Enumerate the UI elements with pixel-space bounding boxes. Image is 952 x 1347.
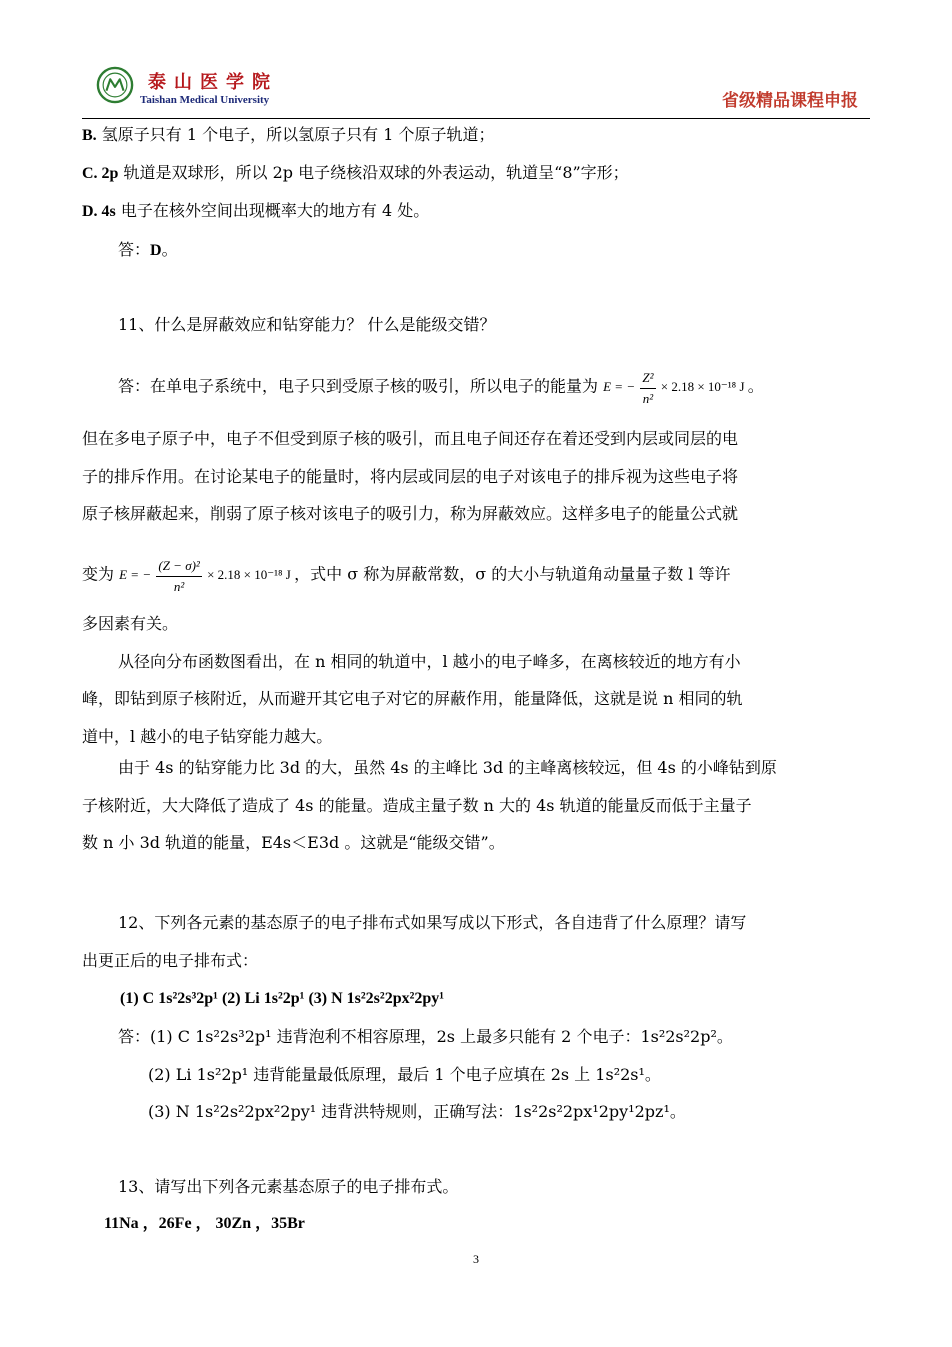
answer-12-line-3: (3) N 1s²2s²2px²2py¹ 违背洪特规则，正确写法：1s²2s²2px¹2py¹2pz¹。: [148, 1102, 686, 1121]
answer-12-line-1: 答：(1) C 1s²2s³2p¹ 违背泡利不相容原理，2s 上最多只能有 2 个电子：1s²2s²2p²。: [118, 1027, 733, 1046]
energy-formula-single: E = − $\frac{\text{Z²}}{\text{n²}}$ × 2.18 × 10⁻¹⁸ J: [603, 370, 745, 406]
answer-11-line-8: 峰，即钻到原子核附近，从而避开其它电子对它的屏蔽作用，能量降低，这就是说 n 相同的轨: [82, 689, 743, 708]
answer-11-line-4: 原子核屏蔽起来，削弱了原子核对该电子的吸引力，称为屏蔽效应。这样多电子的能量公式就: [82, 504, 739, 523]
course-title: 省级精品课程申报: [722, 91, 858, 111]
question-13: 13、请写出下列各元素基态原子的电子排布式。: [118, 1177, 459, 1196]
school-emblem-icon: [96, 66, 134, 104]
page-header: [82, 60, 870, 119]
answer-11-line-3: 子的排斥作用。在讨论某电子的能量时，将内层或同层的电子对该电子的排斥视为这些电子将: [82, 467, 739, 486]
answer-11-line-10: 由于 4s 的钻穿能力比 3d 的大，虽然 4s 的主峰比 3d 的主峰离核较远，但 4s 的小峰钻到原: [118, 758, 777, 777]
school-logo: [96, 66, 286, 112]
question-12-line-2: 出更正后的电子排布式：: [82, 951, 259, 970]
option-d: D. 4s 电子在核外空间出现概率大的地方有 4 处。: [82, 201, 430, 220]
answer-12-line-2: (2) Li 1s²2p¹ 违背能量最低原理，最后 1 个电子应填在 2s 上 1s²2s¹。: [148, 1065, 661, 1084]
answer-11-line-12: 数 n 小 3d 轨道的能量，E4s＜E3d 。这就是“能级交错”。: [82, 833, 505, 852]
answer-10: 答：D。: [118, 240, 178, 259]
answer-11-line-11: 子核附近，大大降低了造成了 4s 的能量。造成主量子数 n 大的 4s 轨道的能量反而低于主量子: [82, 796, 752, 815]
page-number: 3: [473, 1252, 479, 1266]
school-name-en: Taishan Medical University: [140, 94, 270, 106]
option-b: B. 氢原子只有 1 个电子，所以氢原子只有 1 个原子轨道；: [82, 125, 495, 144]
answer-11-line-2: 但在多电子原子中，电子不但受到原子核的吸引，而且电子间还存在着还受到内层或同层的电: [82, 429, 739, 448]
school-name-cn: 泰山医学院: [148, 72, 278, 93]
answer-11-line-7: 从径向分布函数图看出，在 n 相同的轨道中，l 越小的电子峰多，在离核较近的地方有小: [118, 652, 741, 671]
question-12-line-1: 12、下列各元素的基态原子的电子排布式如果写成以下形式，各自违背了什么原理？请写: [118, 913, 747, 932]
option-c: C. 2p 轨道是双球形，所以 2p 电子绕核沿双球的外表运动，轨道呈“8”字形；: [82, 163, 629, 182]
answer-11-line-5: 变为 E = − $\frac{\text{(Z − σ)²}}{\text{n²}}$ × 2.18 × 10⁻¹⁸ J ，式中 σ 称为屏蔽常数，σ 的大小与轨道角动量量子数 l 等许: [82, 558, 731, 594]
question-12-items: (1) C 1s²2s³2p¹ (2) Li 1s²2p¹ (3) N 1s²2s²2px²2py¹: [120, 990, 445, 1007]
answer-11-line-6: 多因素有关。: [82, 614, 179, 633]
energy-formula-multi: E = − $\frac{\text{(Z − σ)²}}{\text{n²}}$ × 2.18 × 10⁻¹⁸ J: [119, 558, 291, 594]
question-13-items: 11Na ，26Fe ， 30Zn ，35Br: [104, 1215, 305, 1232]
answer-11-line-9: 道中，l 越小的电子钻穿能力越大。: [82, 727, 333, 746]
question-11: 11、什么是屏蔽效应和钻穿能力？ 什么是能级交错？: [118, 315, 496, 334]
answer-11-line-1: 答：在单电子系统中，电子只到受原子核的吸引，所以电子的能量为 E = − $\frac{\text{Z²}}{\text{n²}}$ × 2.18 × 10⁻¹⁸ J 。: [118, 370, 764, 406]
